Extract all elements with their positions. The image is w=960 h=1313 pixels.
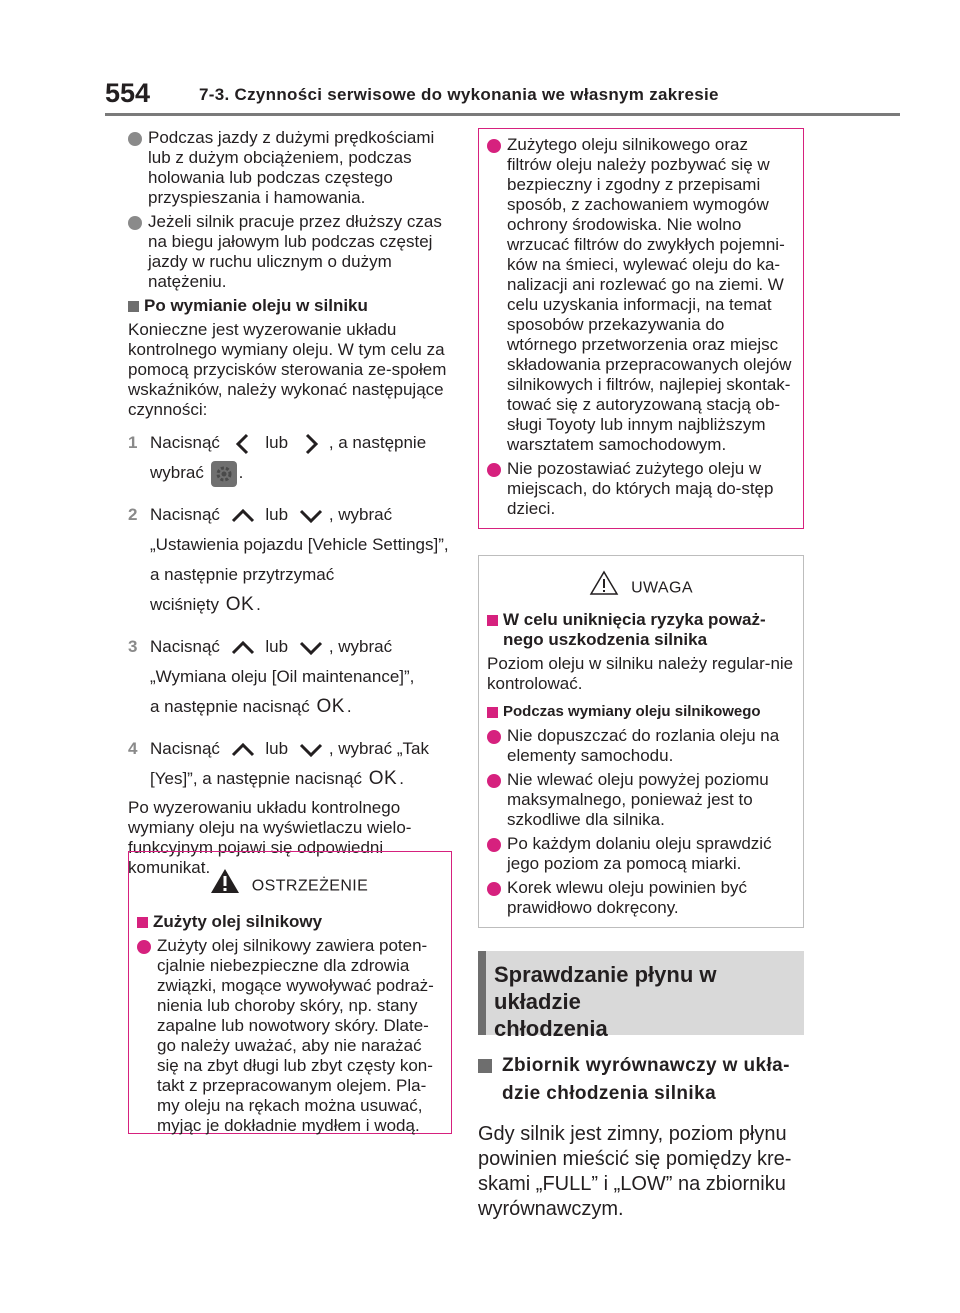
notice-title-text: UWAGA xyxy=(631,579,693,597)
bullet-icon xyxy=(487,139,501,153)
step-number: 3 xyxy=(128,637,138,656)
step-text: wciśnięty xyxy=(150,595,219,614)
ok-button-icon: OK xyxy=(225,594,255,615)
step-text: , wybrać xyxy=(328,637,393,656)
step-text: . xyxy=(399,769,404,788)
section-banner xyxy=(478,951,804,1041)
warning-triangle-icon xyxy=(210,868,240,905)
notice-title xyxy=(487,570,795,600)
chevron-up-icon xyxy=(229,504,257,528)
bullet-icon xyxy=(137,940,151,954)
section-banner-title: chłodzenia xyxy=(494,1016,608,1041)
outro-paragraph: Po wyzerowaniu układu kontrolnego wymiany oleju na wyświetlaczu wielo-funkcyjnym pojawi się odpowiedni komunikat. xyxy=(128,798,412,877)
list-item xyxy=(487,770,795,830)
step-number: 1 xyxy=(128,433,138,452)
step-text: , wybrać „Tak xyxy=(328,739,429,758)
step-text: lub xyxy=(265,739,289,758)
list-item xyxy=(487,834,795,874)
step-text: lub xyxy=(265,637,289,656)
notice-subheading-text: Podczas wymiany oleju silnikowego xyxy=(503,703,761,720)
step-text: lub xyxy=(265,433,289,452)
chevron-down-icon xyxy=(297,504,325,528)
list-item xyxy=(137,936,441,1136)
step-text: lub xyxy=(265,505,289,524)
square-marker-icon xyxy=(487,615,498,626)
step-text: Nacisnąć xyxy=(150,739,220,758)
chevron-left-icon xyxy=(229,432,257,456)
step-number: 2 xyxy=(128,505,138,524)
warning-box-continued xyxy=(478,128,804,529)
step-text: Nacisnąć xyxy=(150,505,220,524)
step-text: a następnie nacisnąć xyxy=(150,697,310,716)
bullet-text: Podczas jazdy z dużymi prędkościami lub z dużym obciążeniem, podczas holowania lub podczas częstego przyspieszania i hamowania. xyxy=(148,128,435,207)
subheading xyxy=(128,296,452,316)
list-item xyxy=(128,212,452,292)
ok-button-icon: OK xyxy=(368,768,398,789)
list-item xyxy=(128,128,452,208)
step-text: . xyxy=(256,595,261,614)
step-text: wybrać xyxy=(150,463,204,482)
header-divider xyxy=(105,113,900,116)
step-text: . xyxy=(238,463,244,482)
step-text: , wybrać xyxy=(328,505,393,524)
bullet-icon xyxy=(128,216,142,230)
left-column xyxy=(128,128,452,886)
warning-title-text: OSTRZEŻENIE xyxy=(251,877,369,895)
list-item xyxy=(487,726,795,766)
notice-heading-text: W celu uniknięcia ryzyka poważ-nego uszkodzenia silnika xyxy=(503,610,766,649)
step-number: 4 xyxy=(128,739,138,758)
step-text: „Ustawienia pojazdu [Vehicle Settings]”, a następnie przytrzymać xyxy=(150,535,449,584)
step-text: „Wymiana oleju [Oil maintenance]”, xyxy=(150,667,415,686)
chevron-down-icon xyxy=(297,636,325,660)
square-marker-icon xyxy=(137,917,148,928)
bullet-icon xyxy=(487,882,501,896)
warning-heading xyxy=(137,912,441,932)
bullet-text: Nie wlewać oleju powyżej poziomu maksymalnego, ponieważ jest to szkodliwe dla silnika. xyxy=(507,770,769,829)
step-text: Nacisnąć xyxy=(150,433,220,452)
chevron-down-icon xyxy=(297,738,325,762)
section-paragraph: Gdy silnik jest zimny, poziom płynu powinien mieścić się pomiędzy kre-skami „FULL” i „LOW” na zbiorniku wyrównawczym. xyxy=(478,1123,792,1220)
bullet-icon xyxy=(128,132,142,146)
bullet-text: Zużyty olej silnikowy zawiera poten-cjalnie niebezpieczne dla zdrowia związki, mogące wywoływać podraż-nienia lub choroby skóry, np. stany zapalne lub nowotwory skóry. Dlate-go należy uważać, aby nie narażać się na zbyt długi lub zbyt częsty kon-takt z przepracowanym olejem. Pla-my oleju na rękach można usuwać, myjąc je dokładnie mydłem i wodą. xyxy=(157,936,434,1135)
page-header xyxy=(105,78,900,118)
bullet-text: Po każdym dolaniu oleju sprawdzić jego poziom za pomocą miarki. xyxy=(507,834,772,873)
page-number: 554 xyxy=(105,78,151,108)
bullet-icon xyxy=(487,838,501,852)
notice-subheading xyxy=(487,702,795,722)
section-subheading-text: Zbiornik wyrównawczy w ukła-dzie chłodzenia silnika xyxy=(502,1055,790,1104)
section-subheading xyxy=(478,1052,804,1108)
list-item xyxy=(487,459,795,519)
bullet-text: Jeżeli silnik pracuje przez dłuższy czas na biegu jałowym lub podczas częstej jazdy w ruchu ulicznym o dużym natężeniu. xyxy=(148,212,442,291)
step-text: , a następnie xyxy=(328,433,427,452)
warning-heading-text: Zużyty olej silnikowy xyxy=(153,912,323,931)
step-1 xyxy=(128,428,452,488)
notice-paragraph: Poziom oleju w silniku należy regular-nie kontrolować. xyxy=(487,654,794,693)
bullet-icon xyxy=(487,774,501,788)
bullet-text: Nie pozostawiać zużytego oleju w miejscach, do których mają do-stęp dzieci. xyxy=(507,459,774,518)
chevron-up-icon xyxy=(229,738,257,762)
list-item xyxy=(487,878,795,918)
square-marker-icon xyxy=(128,301,139,312)
warning-box xyxy=(128,851,452,1134)
bullet-text: Zużytego oleju silnikowego oraz filtrów oleju należy pozbywać się w bezpieczny i zgodny z przepisami sposób, z zachowaniem wymogów ochrony środowiska. Nie wolno wrzucać filtrów do zwykłych pojemni-ków na śmieci, wylewać oleju do ka-nalizacji ani rozlewać go na ziemi. W celu uzyskania informacji, na temat sposobów przekazywania do wtórnego przetworzenia oraz miejsc składowania przepracowanych olejów silnikowych i filtrów, najlepiej skontak-tować się z autoryzowaną stacją ob-sługi Toyoty lub innym najbliższym warsztatem samochodowym. xyxy=(507,135,792,454)
section-banner-title: Sprawdzanie płynu w układzie xyxy=(494,962,717,1014)
notice-box xyxy=(478,555,804,928)
square-marker-icon xyxy=(478,1059,492,1073)
step-text: [Yes]”, a następnie nacisnąć xyxy=(150,769,363,788)
chevron-right-icon xyxy=(297,432,325,456)
gear-icon xyxy=(211,461,237,487)
notice-heading xyxy=(487,610,795,650)
step-2 xyxy=(128,500,452,620)
chevron-up-icon xyxy=(229,636,257,660)
step-text: . xyxy=(346,697,352,716)
square-marker-icon xyxy=(487,707,498,718)
caution-triangle-icon xyxy=(589,570,619,607)
bullet-icon xyxy=(487,730,501,744)
bullet-text: Korek wlewu oleju powinien być prawidłowo dokręcony. xyxy=(507,878,748,917)
section-title: 7-3. Czynności serwisowe do wykonania we własnym zakresie xyxy=(199,85,719,104)
list-item xyxy=(487,135,795,455)
warning-title xyxy=(137,868,441,898)
intro-paragraph: Konieczne jest wyzerowanie układu kontrolnego wymiany oleju. W tym celu za pomocą przycisków sterowania ze-społem wskaźników, należy wykonać następujące czynności: xyxy=(128,320,447,419)
bullet-icon xyxy=(487,463,501,477)
step-text: Nacisnąć xyxy=(150,637,220,656)
bullet-text: Nie dopuszczać do rozlania oleju na elementy samochodu. xyxy=(507,726,780,765)
subheading-text: Po wymianie oleju w silniku xyxy=(144,296,368,315)
step-4 xyxy=(128,734,452,794)
step-3 xyxy=(128,632,452,722)
ok-button-icon: OK xyxy=(316,696,345,717)
